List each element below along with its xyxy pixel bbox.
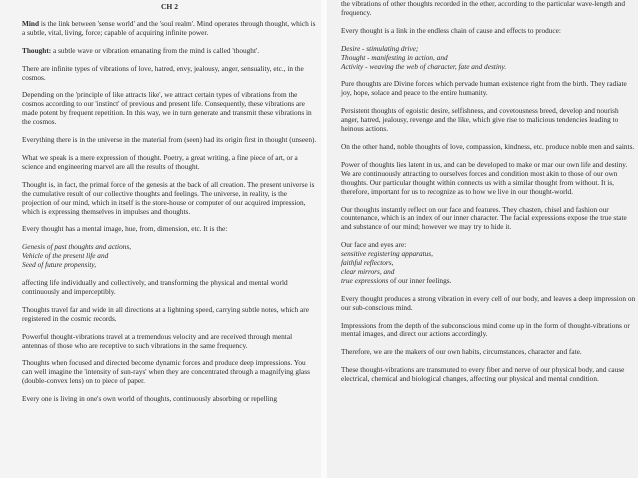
paragraph: Pure thoughts are Divine forces which pervade human existence right from the birth. They radiate joy, hope, solace and peace to the entire humanity. xyxy=(341,79,627,98)
face-eyes-list xyxy=(341,250,636,286)
paragraph: Therefore, we are the makers of our own habits, circumstances, character and fate. xyxy=(341,347,582,357)
paragraph: Everything there is in the universe in the material from (seen) had its origin first in thought (unseen). xyxy=(22,135,317,145)
list-item: Seed of future propensity, xyxy=(22,260,97,270)
paragraph: Persistent thoughts of egoistic desire, selfishness, and covetousness breed, develop and nourish anger, hatred, jealousy, revenge and the like, which give rise to malicious tendencies leading to heinous actions. xyxy=(341,106,619,134)
paragraph: Powerful thought-vibrations travel at a tremendous velocity and are received through mental antennas of those who are receptive to such vibrations in the same frequency. xyxy=(22,331,293,350)
paragraph-thought-definition xyxy=(22,47,317,56)
paragraph-mind xyxy=(22,20,317,38)
paragraph: Every thought is a link in the endless chain of cause and effects to produce: xyxy=(341,25,561,35)
list-item-italic: true expressions xyxy=(341,275,389,285)
list-item: Activity - weaving the web of character, fate and destiny. xyxy=(341,61,507,71)
paragraph: Every thought produces a strong vibration in every cell of our body, and leaves a deep impression on our sub-conscious mind. xyxy=(341,293,636,312)
list-item: clear mirrors, and xyxy=(341,266,395,276)
list-item: Desire - stimulating drive; xyxy=(341,43,419,53)
list-item: Vehicle of the present life and xyxy=(22,251,109,261)
paragraph: Power of thoughts lies latent in us, and can be developed to make or mar our own life and destiny. We are continuously attracting to ourselves forces and condition most akin to those of our own thoughts. Our particular thought within connects us with a similar thought from without. It is, therefore, important for us to recognize as to how we live in our thought-world. xyxy=(341,159,628,196)
paragraph: On the other hand, noble thoughts of love, compassion, kindness, etc. produce noble men and saints. xyxy=(341,141,635,151)
list-item: sensitive registering apparatus, xyxy=(341,249,433,259)
paragraph-text: a subtle wave or vibration emanating from the mind is called 'thought'. xyxy=(51,45,260,55)
list-item: faithful reflectors, xyxy=(341,258,394,268)
paragraph-text: is the link between 'sense world' and the 'soul realm'. Mind operates through thought, which is a subtle, vital, living, force; capable of acquiring infinite power. xyxy=(22,18,316,37)
list-item: Thought - manifesting in action, and xyxy=(341,52,448,62)
thought-list xyxy=(22,243,317,270)
paragraph: Our thoughts instantly reflect on our face and features. They chasten, chisel and fashion our countenance, which is an index of our inner character. The facial expressions expose the true state and substance of our mind; however we may try to hide it. xyxy=(341,204,627,232)
paragraph: These thought-vibrations are transmuted to every fiber and nerve of our physical body, and cause electrical, chemical and biological changes, affecting our physical and mental condition. xyxy=(341,365,625,384)
chapter-heading: CH 2 xyxy=(160,2,179,11)
term-mind: Mind xyxy=(22,18,40,28)
list-item-rest: of our inner feelings. xyxy=(388,275,452,285)
paragraph: What we speak is a mere expression of thought. Poetry, a great writing, a fine piece of art, or a science and engineering marvel are all the results of thought. xyxy=(22,152,298,171)
paragraph: Every one is living in one's own world of thoughts, continuously absorbing or repelling xyxy=(22,394,278,404)
paragraph: Depending on the 'principle of like attracts like', we attract certain types of vibrations from the cosmos according to our 'instinct' of previous and present life. Consequently, these vibrations are made potent by frequent repetition. In this way, we in turn generate and transmit these vibrations in the cosmos. xyxy=(22,90,312,127)
right-page xyxy=(327,0,638,478)
list-item: Genesis of past thoughts and actions, xyxy=(22,242,132,252)
paragraph: Our face and eyes are: xyxy=(341,240,407,250)
paragraph: Impressions from the depth of the subconscious mind come up in the form of thought-vibrations or mental images, and direct our actions accordingly. xyxy=(341,320,630,339)
paragraph: There are infinite types of vibrations of love, hatred, envy, jealousy, anger, sensuality, etc., in the cosmos. xyxy=(22,63,304,82)
paragraph: Every thought has a mental image, hue, from, dimension, etc. It is the: xyxy=(22,224,228,234)
paragraph: the vibrations of other thoughts recorded in the ether, according to the particular wave-length and frequency. xyxy=(341,0,625,17)
paragraph: Thoughts when focused and directed become dynamic forces and produce deep impressions. You can well imagine the 'intensity of sun-rays' when they are concentrated through a magnifying glass (double-convex lens) on to piece of paper. xyxy=(22,358,310,386)
cause-effect-list xyxy=(341,45,636,72)
paragraph: Thoughts travel far and wide in all directions at a lightning speed, carrying subtle notes, which are registered in the cosmic records. xyxy=(22,304,309,323)
term-thought: Thought: xyxy=(22,45,52,55)
paragraph: Thought is, in fact, the primal force of the genesis at the back of all creation. The present universe is the cumulative result of our collective thoughts and feelings. The universe, in reality, is the projection of our mind, which in itself is the store-house or computer of our acquired impression, which is expressing themselves in impulses and thoughts. xyxy=(22,179,315,216)
paragraph: affecting life individually and collectively, and transforming the physical and mental world continuously and imperceptibly. xyxy=(22,278,288,296)
